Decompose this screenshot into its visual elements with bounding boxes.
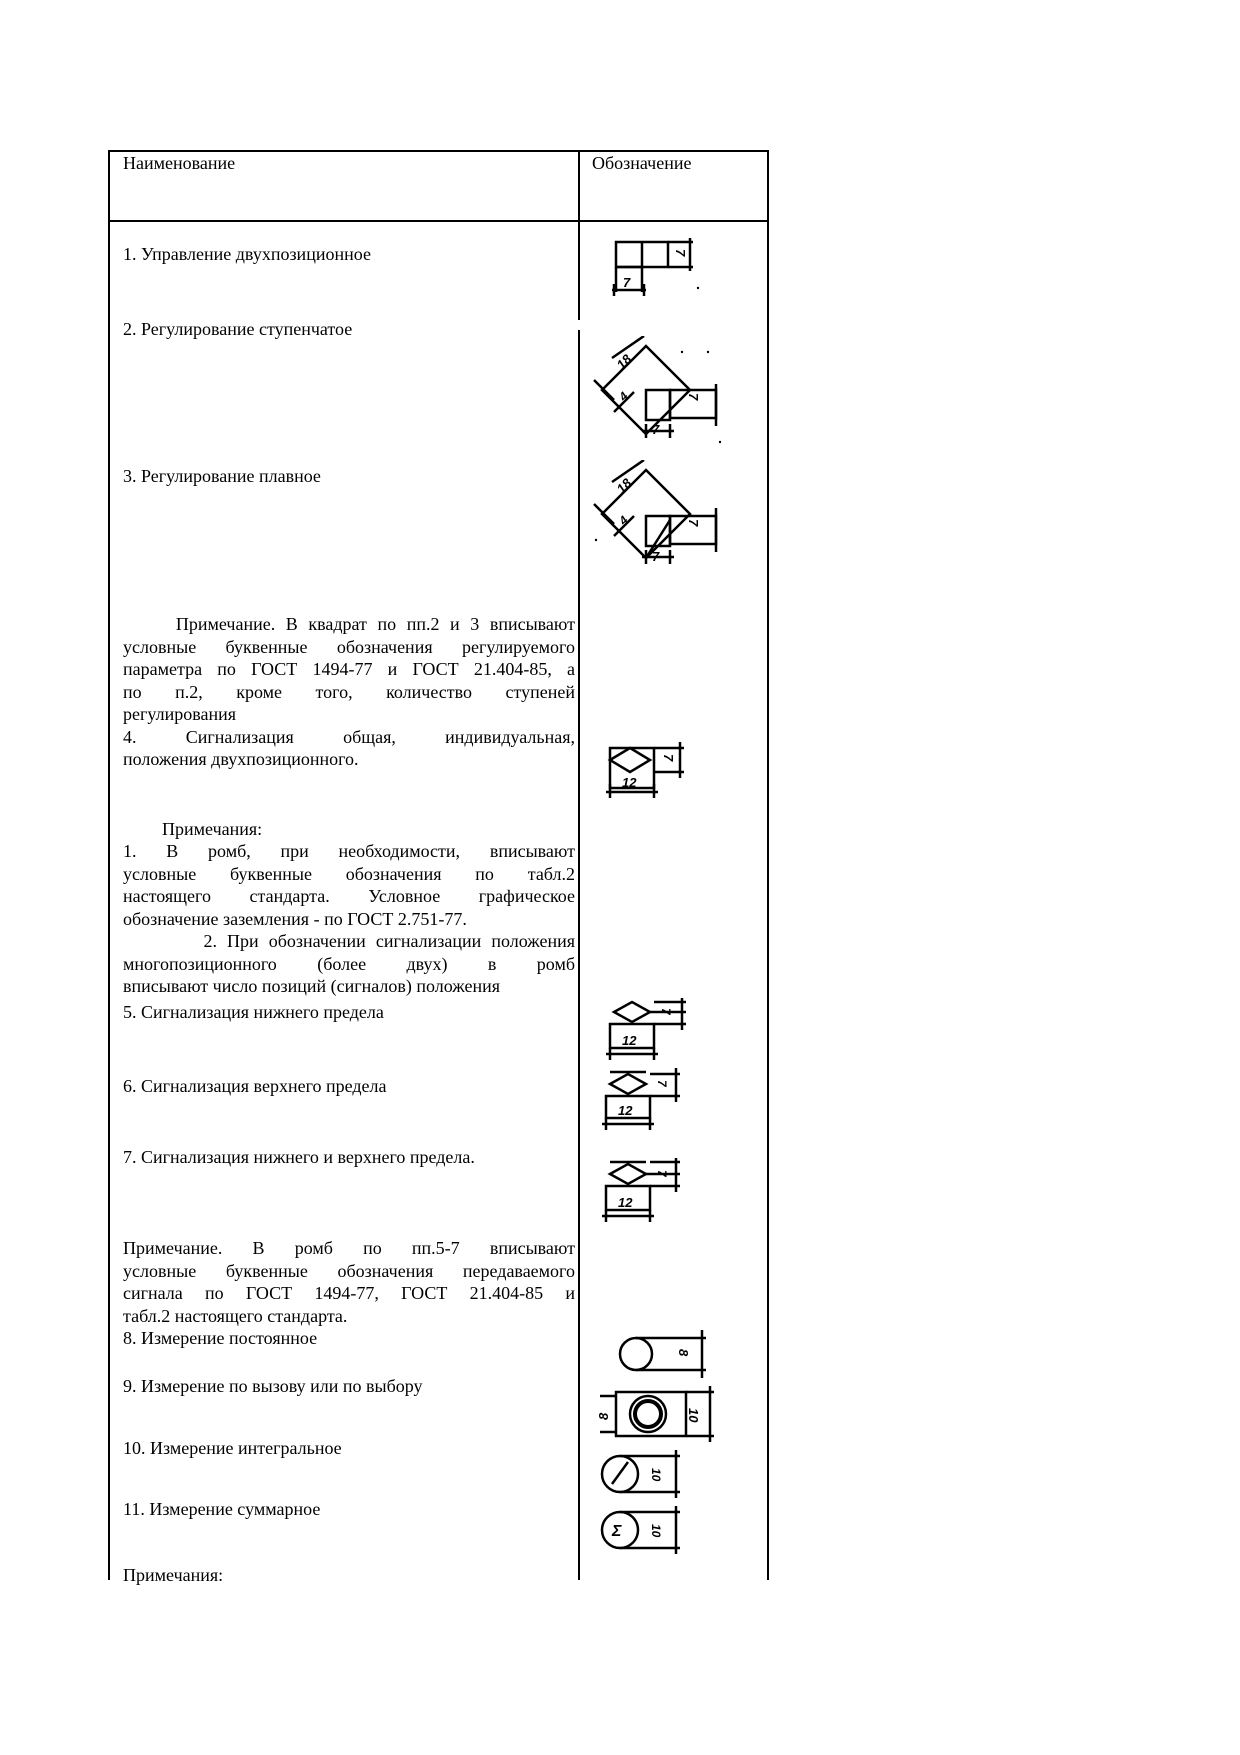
dim-7: 7: [652, 549, 660, 564]
item-7: 7. Сигнализация нижнего и верхнего предела.: [123, 1147, 475, 1167]
notes-2-line: 2. При обозначении сигнализации положения: [123, 931, 575, 951]
header-name: Наименование: [123, 153, 236, 173]
item-11: 11. Измерение суммарное: [123, 1499, 321, 1519]
item-8: 8. Измерение постоянное: [123, 1328, 318, 1348]
item-3: 3. Регулирование плавное: [123, 466, 321, 486]
symbol-measurement-integral: [598, 1446, 698, 1506]
symbol-measurement-on-call: [596, 1386, 736, 1446]
dim-4: 4: [616, 513, 631, 528]
table-header-divider: [108, 220, 769, 222]
dim-7: 7: [655, 1080, 669, 1087]
note-1: [123, 613, 575, 771]
item-9: 9. Измерение по вызову или по выбору: [123, 1376, 423, 1396]
notes-2: [123, 840, 575, 998]
note-3-line: условные буквенные обозначения передаваемого: [123, 1260, 575, 1281]
notes-2-line: многопозиционного (более двух) в ромб: [123, 953, 575, 974]
note-3-line: Примечание. В ромб по пп.5-7 вписывают: [123, 1238, 575, 1258]
dim-12: 12: [622, 1033, 637, 1048]
dim-7: 7: [655, 1170, 669, 1177]
divider-gap: [578, 320, 581, 330]
note-3: [123, 1237, 575, 1327]
dim-4: 4: [616, 389, 631, 404]
item-2: 2. Регулирование ступенчатое: [123, 319, 353, 339]
dim-7: 7: [673, 249, 688, 257]
note-1-line: регулирования: [123, 704, 236, 724]
item-1: 1. Управление двухпозиционное: [123, 244, 371, 264]
notes-2-line: условные буквенные обозначения по табл.2: [123, 863, 575, 884]
item-4-line: 4. Сигнализация общая, индивидуальная,: [123, 726, 575, 747]
item-5: 5. Сигнализация нижнего предела: [123, 1002, 384, 1022]
symbol-measurement-constant: [614, 1328, 724, 1388]
dim-10: 10: [686, 1408, 701, 1423]
dim-12: 12: [622, 775, 637, 790]
symbol-stepped-regulation: [592, 336, 742, 466]
symbol-signalization-lower-limit: [602, 998, 712, 1068]
note-3-line: сигнала по ГОСТ 1494-77, ГОСТ 21.404-85 и: [123, 1283, 575, 1303]
symbol-signalization-general: [602, 742, 712, 822]
item-6: 6. Сигнализация верхнего предела: [123, 1076, 387, 1096]
dim-8: 8: [596, 1412, 611, 1420]
dim-7: 7: [652, 422, 660, 437]
note-1-line: Примечание. В квадрат по пп.2 и 3 вписывают: [123, 614, 575, 634]
item-10: 10. Измерение интегральное: [123, 1438, 342, 1458]
note-1-line: условные буквенные обозначения регулируемого: [123, 636, 575, 657]
symbols-table: [108, 150, 769, 1585]
item-4-line: положения двухпозиционного.: [123, 749, 359, 769]
note-1-line: параметра по ГОСТ 1494-77 и ГОСТ 21.404-85, а: [123, 659, 575, 679]
dim-7: 7: [661, 754, 676, 762]
sigma-sign: Σ: [612, 1523, 622, 1540]
note-3-line: табл.2 настоящего стандарта.: [123, 1305, 348, 1326]
table-right-border: [767, 150, 769, 1580]
dim-10: 10: [649, 1468, 663, 1482]
symbol-smooth-regulation: [592, 460, 742, 590]
symbol-two-position-control: [598, 238, 708, 320]
table-left-border: [108, 150, 110, 1580]
notes-2-line: обозначение заземления - по ГОСТ 2.751-77.: [123, 908, 467, 929]
dim-8: 8: [676, 1349, 691, 1357]
symbol-signalization-upper-limit: [598, 1068, 708, 1138]
dim-12: 12: [618, 1103, 633, 1118]
notes-2-line: вписывают число позиций (сигналов) положения: [123, 976, 501, 996]
table-column-divider: [578, 150, 580, 1580]
dim-18: 18: [613, 351, 635, 373]
symbol-signalization-lower-upper-limit: [598, 1158, 708, 1233]
dim-10: 10: [649, 1524, 663, 1538]
dim-7: 7: [686, 393, 701, 401]
notes-2-title: Примечания:: [162, 819, 263, 839]
dim-7: 7: [659, 1008, 673, 1015]
note-1-line: по п.2, кроме того, количество ступеней: [123, 681, 575, 702]
notes-2-line: 1. В ромб, при необходимости, вписывают: [123, 841, 575, 861]
symbol-measurement-summary: [598, 1502, 698, 1562]
dim-12: 12: [618, 1195, 633, 1210]
header-symbol: Обозначение: [592, 153, 692, 173]
dim-7: 7: [623, 275, 631, 290]
dim-7: 7: [686, 519, 701, 527]
dim-18: 18: [613, 475, 635, 497]
notes-2-line: настоящего стандарта. Условное графическое: [123, 886, 575, 906]
notes-last-title: Примечания:: [123, 1565, 224, 1585]
